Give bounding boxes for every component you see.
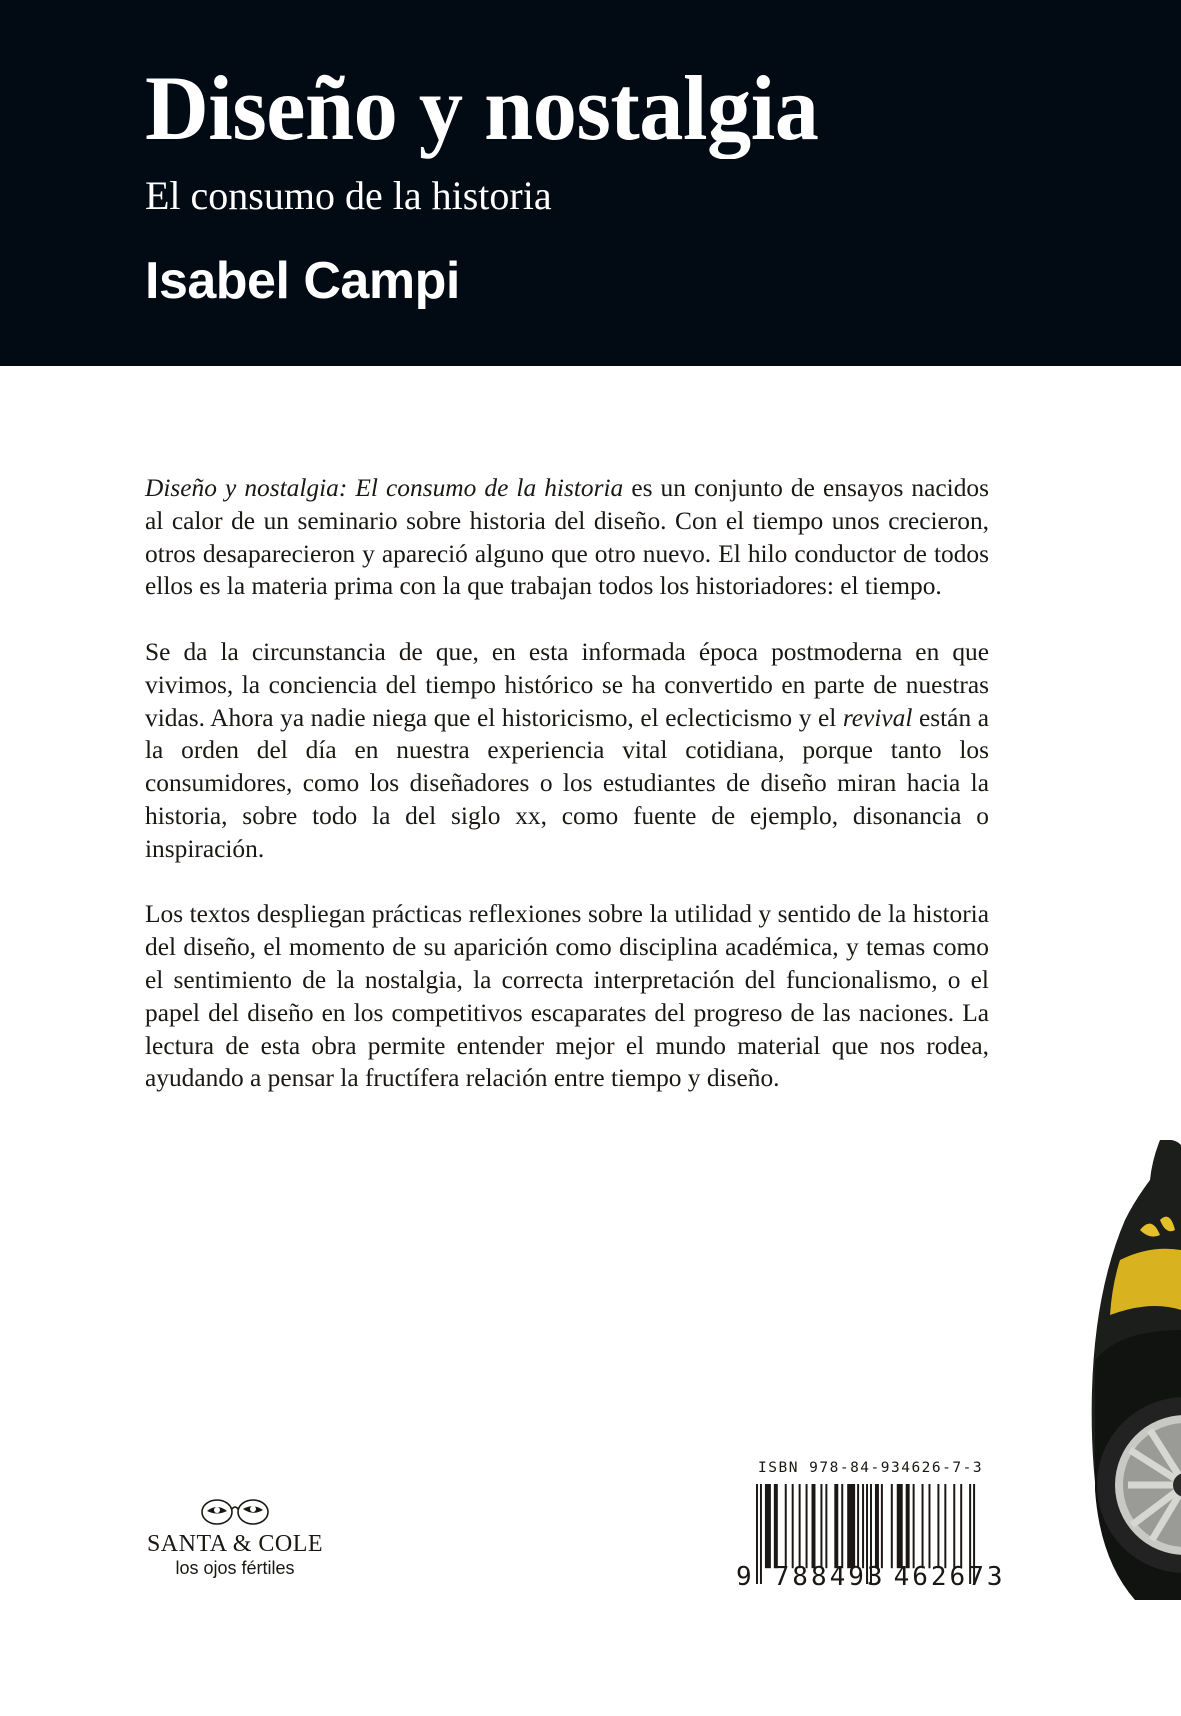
blurb-paragraph-3-text: Los textos despliegan prácticas reflexiones sobre la utilidad y sentido de la historia del diseño, el momento de su aparición como disciplina académica, y temas como el sentimiento de la nostalgia, la correcta interpretación del funcionalismo, o el papel del diseño en los competitivos escaparates del progreso de las naciones. La lectura de esta obra permite entender mejor el mundo material que nos rodea, ayudando a pensar la fructífera relación entre tiempo y diseño. (145, 900, 989, 1093)
blurb-paragraph-2-text-b: están a la orden del día en nuestra experiencia vital cotidiana, porque tanto los consumidores, como los diseñadores o los estudiantes de diseño miran hacia la historia, sobre todo la del siglo xx, como fuente de ejemplo, disonancia o inspiración. (145, 703, 989, 863)
isbn-barcode (736, 1460, 1006, 1592)
book-subtitle: El consumo de la historia (145, 173, 552, 218)
ean-right-group: 462673 (893, 1562, 1006, 1592)
ean-digits (736, 1564, 1006, 1590)
blurb-italic-revival: revival (842, 703, 913, 732)
blurb-paragraph-1 (145, 472, 989, 603)
blurb-text (145, 472, 989, 1128)
car-wheel-image (1080, 1140, 1181, 1600)
ean-first-digit: 9 (736, 1562, 752, 1592)
book-author: Isabel Campi (145, 252, 460, 310)
book-title: Diseño y nostalgia (145, 57, 819, 159)
publisher-collection: los ojos fértiles (175, 1558, 295, 1578)
blurb-paragraph-3 (145, 898, 989, 1095)
blurb-paragraph-2 (145, 636, 989, 866)
blurb-paragraph-2-text-a: Se da la circunstancia de que, en esta informada época postmoderna en que vivimos, la conciencia del tiempo histórico se ha convertido en parte de nuestras vidas. Ahora ya nadie niega que el historicismo, el eclecticismo y el (145, 637, 989, 732)
blurb-italic-title: Diseño y nostalgia: El consumo de la historia (145, 474, 624, 502)
glasses-eyes-icon (199, 1497, 271, 1527)
ean-left-group: 788493 (773, 1562, 886, 1592)
publisher-logo (140, 1497, 330, 1579)
blurb-paragraph-1-text: es un conjunto de ensayos nacidos al calor de un seminario sobre historia del diseño. Con el tiempo unos crecieron, otros desaparecieron y apareció alguno que otro nuevo. El hilo conductor de todos ellos es la materia prima con la que trabajan todos los historiadores: el tiempo. (145, 474, 989, 601)
publisher-name: SANTA & COLE (146, 1531, 324, 1557)
cover-header-band (0, 0, 1181, 366)
isbn-label: ISBN 978-84-934626-7-3 (758, 1460, 984, 1476)
